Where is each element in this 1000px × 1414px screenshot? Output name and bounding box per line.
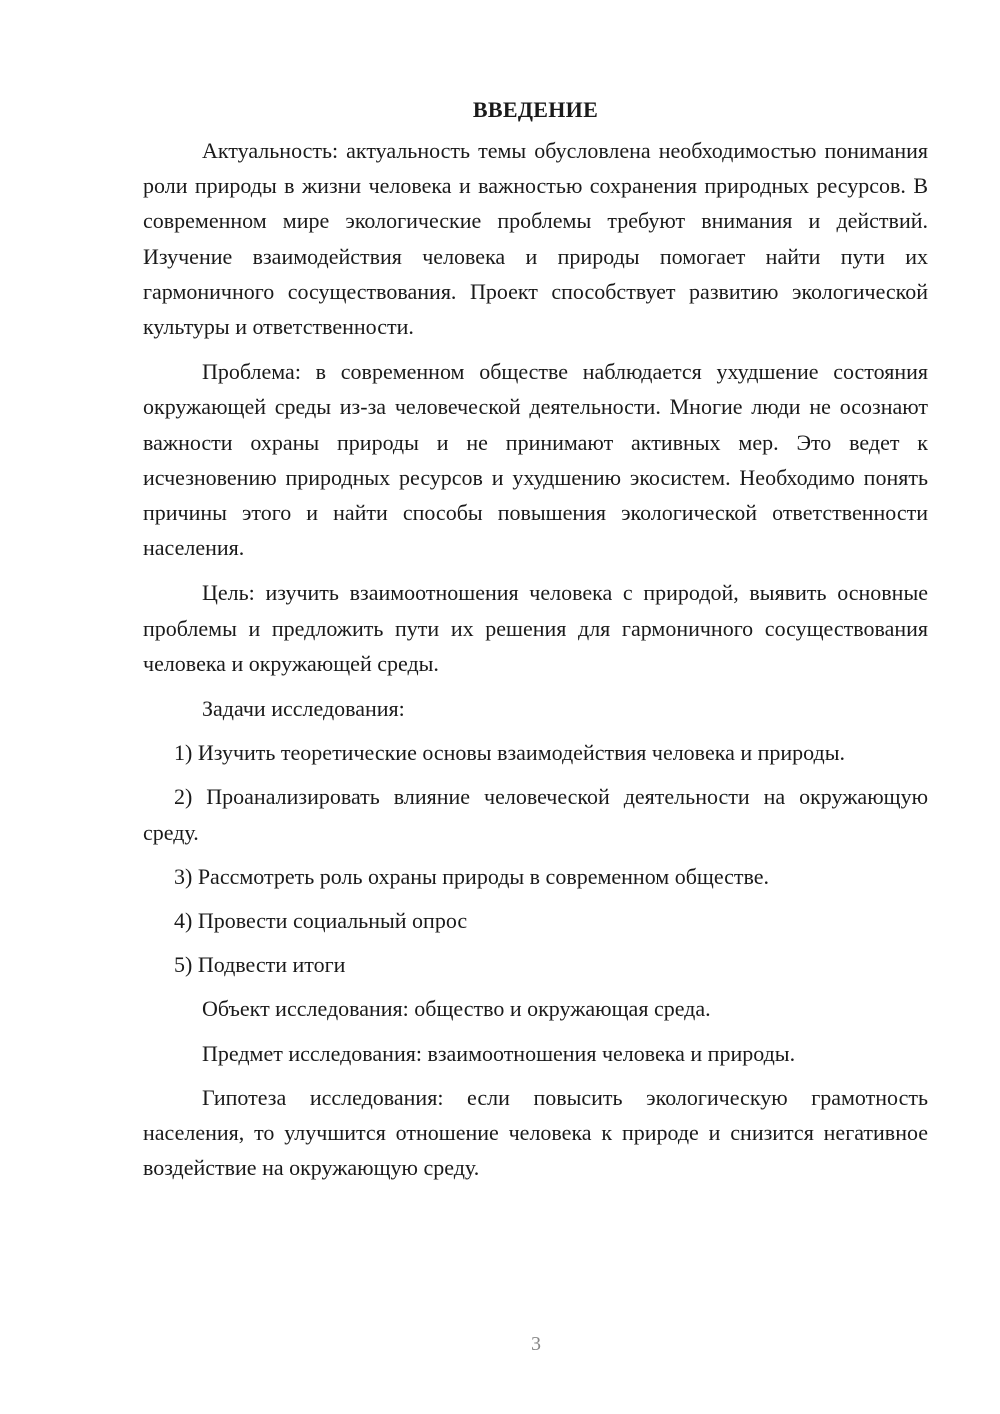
object-paragraph: Объект исследования: общество и окружающая среда.	[202, 996, 711, 1022]
page-number: 3	[531, 1333, 541, 1355]
problem-paragraph: Проблема: в современном обществе наблюдается ухудшение состояния окружающей среды из-за человеческой деятельности. Многие люди не осознают важности охраны природы и не принимают активных мер. Это ведет к исчезновению природных ресурсов и ухудшению экосистем. Необходимо понять причины этого и найти способы повышения экологической ответственности населения.	[143, 359, 928, 561]
list-item: 4) Провести социальный опрос	[174, 908, 468, 934]
relevance-paragraph: Актуальность: актуальность темы обусловлена необходимостью понимания роли природы в жизни человека и важностью сохранения природных ресурсов. В современном мире экологические проблемы требуют внимания и действий. Изучение взаимодействия человека и природы помогает найти пути их гармоничного сосуществования. Проект способствует развитию экологической культуры и ответственности.	[143, 138, 928, 340]
list-item: 5) Подвести итоги	[174, 952, 346, 978]
list-item: 3) Рассмотреть роль охраны природы в современном обществе.	[174, 863, 770, 889]
tasks-list	[143, 735, 928, 982]
document-page	[143, 93, 928, 1185]
list-item: 2) Проанализировать влияние человеческой деятельности на окружающую среду.	[143, 784, 928, 845]
goal-paragraph: Цель: изучить взаимоотношения человека с природой, выявить основные проблемы и предложить пути их решения для гармоничного сосуществования человека и окружающей среды.	[143, 580, 928, 676]
list-item: 1) Изучить теоретические основы взаимодействия человека и природы.	[174, 740, 845, 766]
tasks-heading: Задачи исследования:	[202, 696, 405, 722]
subject-paragraph: Предмет исследования: взаимоотношения человека и природы.	[202, 1040, 796, 1066]
hypothesis-paragraph: Гипотеза исследования: если повысить экологическую грамотность населения, то улучшится отношение человека к природе и снизится негативное воздействие на окружающую среду.	[143, 1084, 928, 1181]
page-title: ВВЕДЕНИЕ	[472, 97, 599, 122]
